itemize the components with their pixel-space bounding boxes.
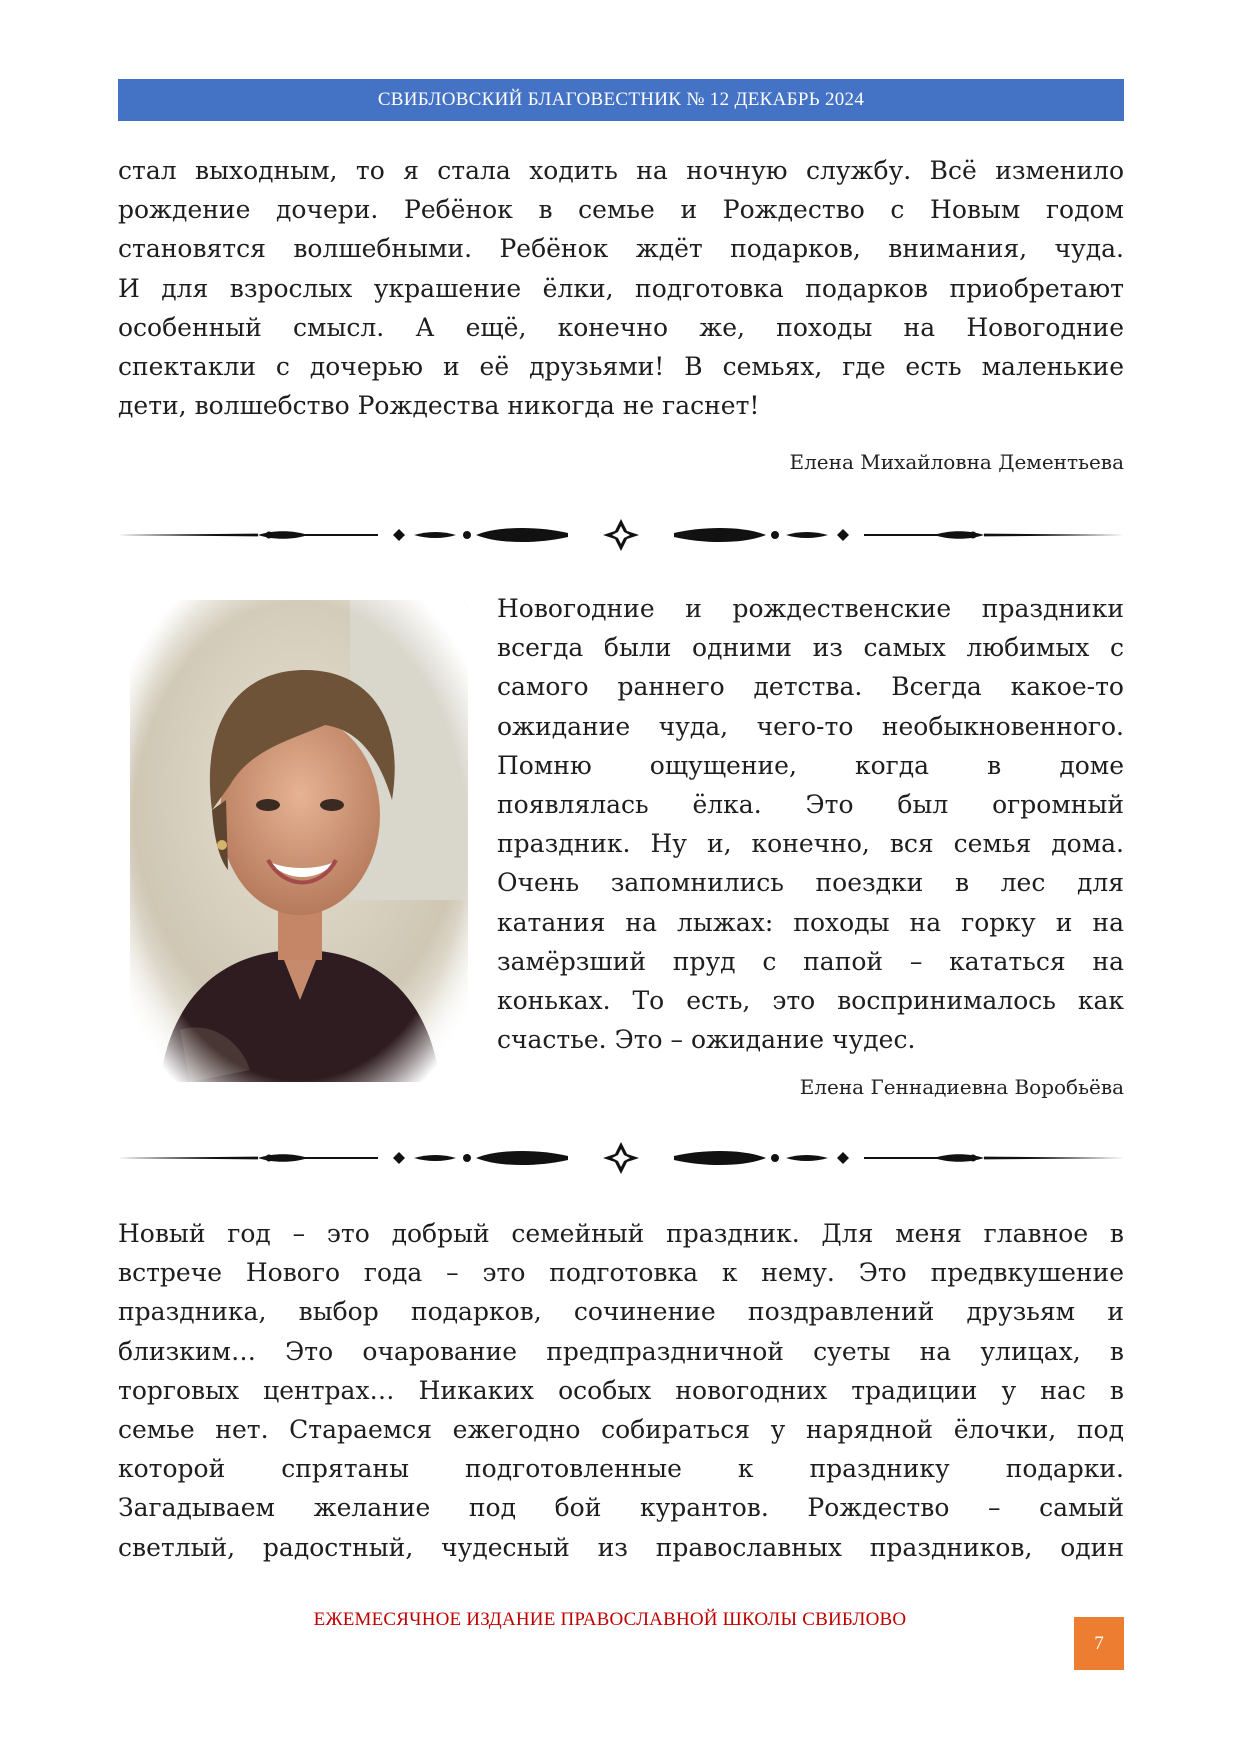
- page-number: 7: [1094, 1632, 1104, 1654]
- page-number-badge: [1074, 1617, 1124, 1670]
- newsletter-header: [118, 79, 1124, 121]
- ornamental-divider-1: [118, 515, 1124, 555]
- author-signature-1: Елена Михайловна Дементьева: [789, 450, 1124, 474]
- text-line: всегда были одними из самых любимых с: [497, 633, 1124, 663]
- text-line: появлялась ёлка. Это был огромный: [497, 790, 1124, 820]
- text-line: Загадываем желание под бой курантов. Рождество – самый: [118, 1493, 1124, 1523]
- text-line: Очень запомнились поездки в лес для: [497, 868, 1124, 898]
- text-line: торговых центрах… Никаких особых новогодних традиции у нас в: [118, 1375, 1124, 1405]
- ornamental-divider-2: [118, 1138, 1124, 1178]
- footer-publication-line: ЕЖЕМЕСЯЧНОЕ ИЗДАНИЕ ПРАВОСЛАВНОЙ ШКОЛЫ СВИБЛОВО: [313, 1609, 907, 1630]
- header-title: СВИБЛОВСКИЙ БЛАГОВЕСТНИК № 12 ДЕКАБРЬ 2024: [377, 89, 865, 110]
- article-paragraph-2: [497, 589, 1124, 1059]
- text-line: семье нет. Стараемся ежегодно собираться у нарядной ёлочки, под: [118, 1415, 1124, 1445]
- text-line: близким… Это очарование предпраздничной суеты на улицах, в: [118, 1336, 1124, 1366]
- text-line: светлый, радостный, чудесный из православных праздников, один: [118, 1532, 1124, 1562]
- text-line: коньках. То есть, это воспринималось как: [497, 986, 1124, 1016]
- text-line: счастье. Это – ожидание чудес.: [497, 1025, 916, 1055]
- text-line: Новый год – это добрый семейный праздник. Для меня главное в: [118, 1219, 1124, 1248]
- author-signature-2: Елена Геннадиевна Воробьёва: [799, 1075, 1124, 1099]
- text-line: особенный смысл. А ещё, конечно же, походы на Новогодние: [118, 312, 1124, 342]
- text-line: становятся волшебными. Ребёнок ждёт подарков, внимания, чуда.: [118, 234, 1124, 264]
- text-line: Помню ощущение, когда в доме: [497, 750, 1124, 780]
- text-line: дети, волшебство Рождества никогда не гаснет!: [118, 391, 760, 421]
- text-line: замёрзший пруд с папой – кататься на: [497, 946, 1124, 976]
- text-line: катания на лыжах: походы на горку и на: [497, 907, 1124, 937]
- text-line: которой спрятаны подготовленные к празднику подарки.: [118, 1454, 1124, 1484]
- text-line: стал выходным, то я стала ходить на ночную службу. Всё изменило: [118, 156, 1124, 185]
- text-line: самого раннего детства. Всегда какое-то: [497, 672, 1124, 702]
- text-line: ожидание чуда, чего-то необыкновенного.: [497, 711, 1124, 741]
- text-line: рождение дочери. Ребёнок в семье и Рождество с Новым годом: [118, 195, 1124, 225]
- author-photo: [130, 600, 468, 1082]
- text-line: праздник. Ну и, конечно, вся семья дома.: [497, 829, 1124, 859]
- article-paragraph-3: [118, 1214, 1124, 1567]
- article-paragraph-1: [118, 151, 1124, 425]
- text-line: встрече Нового года – это подготовка к нему. Это предвкушение: [118, 1258, 1124, 1288]
- text-line: спектакли с дочерью и её друзьями! В семьях, где есть маленькие: [118, 352, 1124, 382]
- text-line: Новогодние и рождественские праздники: [497, 594, 1124, 623]
- text-line: праздника, выбор подарков, сочинение поздравлений друзьям и: [118, 1297, 1124, 1327]
- text-line: И для взрослых украшение ёлки, подготовка подарков приобретают: [118, 273, 1124, 303]
